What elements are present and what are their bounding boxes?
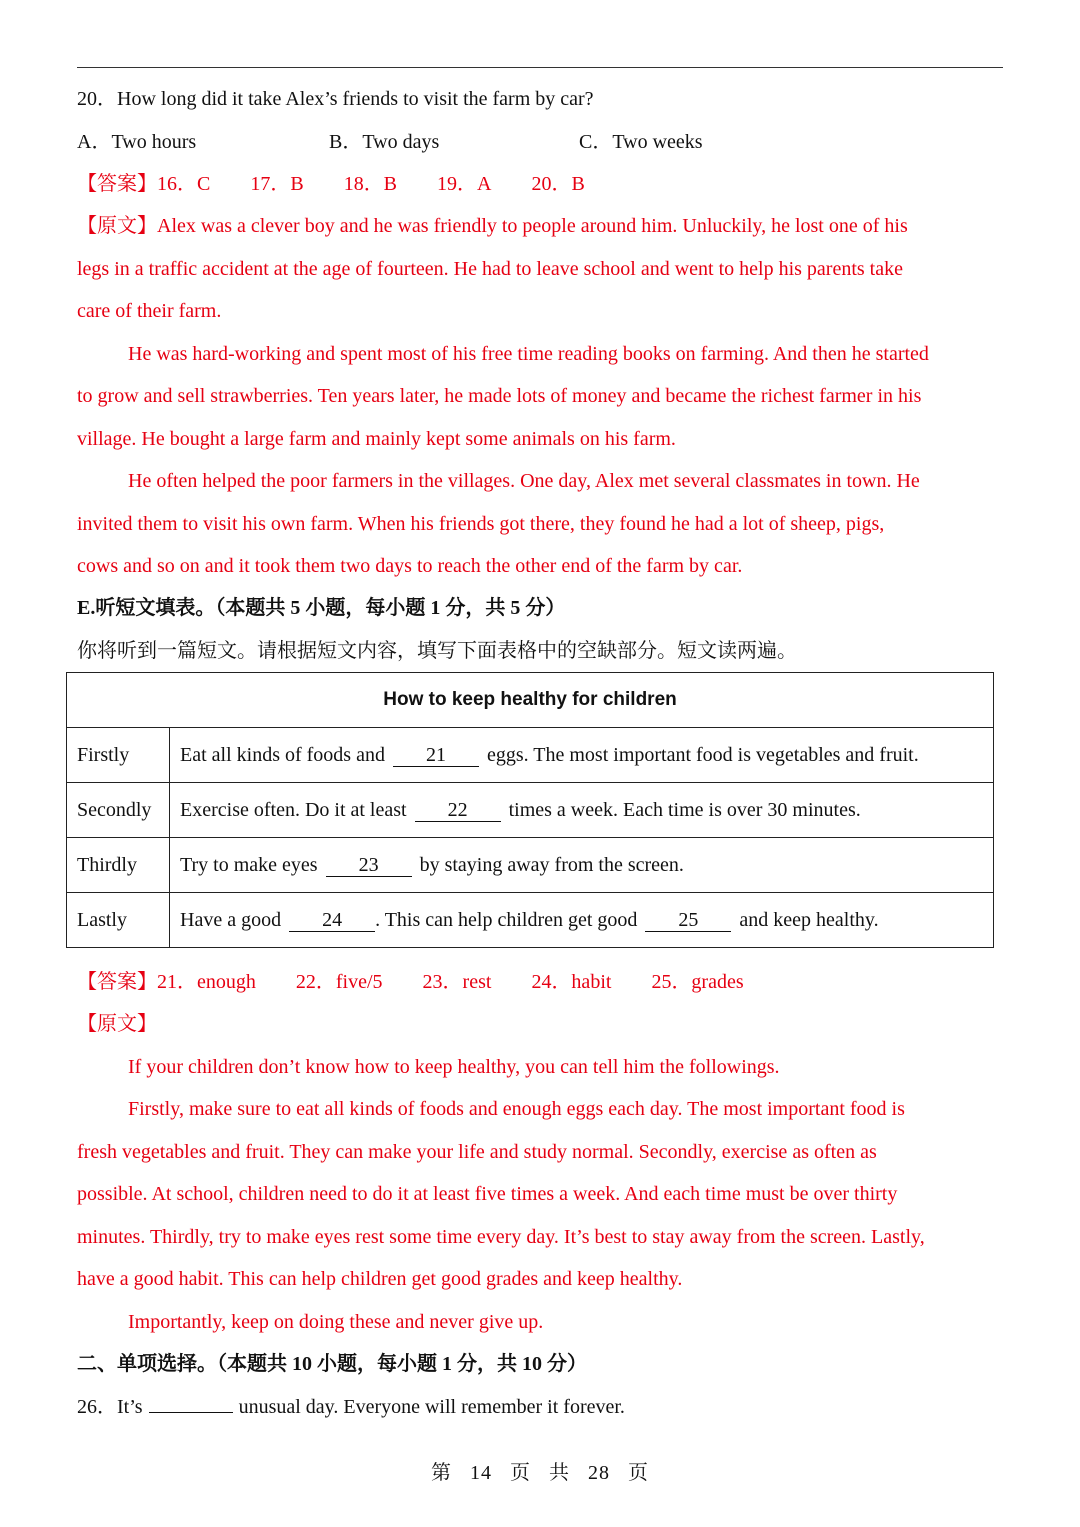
option-c: C．Two weeks <box>579 131 703 153</box>
table-row <box>67 893 994 948</box>
row-text: Have a good <box>180 908 282 931</box>
row-label: Lastly <box>67 893 170 948</box>
row-content <box>170 783 994 838</box>
transcript-line: fresh vegetables and fruit. They can make your life and study normal. Secondly, exercise as often as <box>77 1141 877 1163</box>
row-text: times a week. Each time is over 30 minutes. <box>508 798 861 821</box>
table-row <box>67 728 994 783</box>
answer-item: 18．B <box>343 173 398 195</box>
transcript-line: He often helped the poor farmers in the villages. One day, Alex met several classmates in town. He <box>128 470 920 492</box>
blank-22[interactable]: 22 <box>415 799 501 822</box>
footer-text: 页 <box>628 1462 649 1484</box>
row-content <box>170 728 994 783</box>
transcript-line: care of their farm. <box>77 300 222 322</box>
question-text: unusual day. Everyone will remember it forever. <box>238 1396 625 1418</box>
row-label: Secondly <box>67 783 170 838</box>
answer-tag: 【答案】 <box>77 173 157 195</box>
transcript-line: have a good habit. This can help children get good grades and keep healthy. <box>77 1268 683 1290</box>
page-total: 28 <box>588 1462 610 1484</box>
row-text: . This can help children get good <box>375 908 638 931</box>
page-number: 14 <box>470 1462 492 1484</box>
transcript-line <box>77 212 1017 240</box>
answer-item: 20．B <box>531 173 585 195</box>
transcript-line: invited them to visit his own farm. When his friends got there, they found he had a lot of sheep, pigs, <box>77 513 885 535</box>
row-text: Exercise often. Do it at least <box>180 798 407 821</box>
option-b: B．Two days <box>329 131 440 153</box>
table-title: How to keep healthy for children <box>67 673 994 728</box>
transcript-line: He was hard-working and spent most of his free time reading books on farming. And then he started <box>128 343 929 365</box>
option-a: A．Two hours <box>77 131 197 153</box>
blank-25[interactable]: 25 <box>645 909 731 932</box>
section-e-title: E.听短文填表。（本题共 5 小题，每小题 1 分，共 5 分） <box>77 597 566 619</box>
question-text: 26．It’s <box>77 1396 143 1418</box>
row-text: and keep healthy. <box>739 908 879 931</box>
fill-in-table <box>66 672 994 948</box>
page-footer <box>0 1459 1080 1487</box>
answer-item: 22．five/5 <box>295 971 383 993</box>
footer-text: 共 <box>549 1462 570 1484</box>
section-2-title: 二、单项选择。（本题共 10 小题，每小题 1 分，共 10 分） <box>77 1353 587 1375</box>
answer-item: 16．C <box>157 173 211 195</box>
transcript-line: village. He bought a large farm and mainly kept some animals on his farm. <box>77 428 676 450</box>
section-e-instruction: 你将听到一篇短文。请根据短文内容，填写下面表格中的空缺部分。短文读两遍。 <box>77 640 797 662</box>
blank-23[interactable]: 23 <box>326 854 412 877</box>
header-rule <box>77 67 1003 68</box>
answer-item: 24．habit <box>531 971 612 993</box>
table-row <box>67 783 994 838</box>
question-26 <box>77 1393 1017 1421</box>
transcript-line: cows and so on and it took them two days to reach the other end of the farm by car. <box>77 555 743 577</box>
row-text: Try to make eyes <box>180 853 318 876</box>
transcript-tag: 【原文】 <box>77 215 157 237</box>
answer-item: 23．rest <box>422 971 492 993</box>
transcript-line: minutes. Thirdly, try to make eyes rest some time every day. It’s best to stay away from the screen. Lastly, <box>77 1226 925 1248</box>
answer-key-16-20 <box>77 170 1017 198</box>
transcript-line: If your children don’t know how to keep healthy, you can tell him the followings. <box>128 1056 780 1078</box>
footer-text: 页 <box>510 1462 531 1484</box>
answer-item: 25．grades <box>651 971 744 993</box>
row-label: Firstly <box>67 728 170 783</box>
answer-item: 17．B <box>250 173 304 195</box>
row-text: Eat all kinds of foods and <box>180 743 385 766</box>
row-text: by staying away from the screen. <box>419 853 684 876</box>
blank-26[interactable] <box>149 1412 233 1413</box>
row-content <box>170 893 994 948</box>
transcript-line: Importantly, keep on doing these and never give up. <box>128 1311 544 1333</box>
answer-key-21-25 <box>77 968 1017 996</box>
row-text: eggs. The most important food is vegetables and fruit. <box>486 743 919 766</box>
blank-21[interactable]: 21 <box>393 744 479 767</box>
row-content <box>170 838 994 893</box>
transcript-text: Alex was a clever boy and he was friendly to people around him. Unluckily, he lost one of his <box>157 215 908 237</box>
transcript-line: Firstly, make sure to eat all kinds of foods and enough eggs each day. The most important food is <box>128 1098 905 1120</box>
answer-tag: 【答案】 <box>77 971 157 993</box>
answer-item: 19．A <box>437 173 492 195</box>
footer-text: 第 <box>431 1462 452 1484</box>
blank-24[interactable]: 24 <box>289 909 375 932</box>
answer-item: 21．enough <box>157 971 256 993</box>
transcript-line: to grow and sell strawberries. Ten years later, he made lots of money and became the richest farmer in his <box>77 385 922 407</box>
row-label: Thirdly <box>67 838 170 893</box>
table-row <box>67 838 994 893</box>
transcript-line: possible. At school, children need to do it at least five times a week. And each time must be over thirty <box>77 1183 898 1205</box>
question-20: 20．How long did it take Alex’s friends to visit the farm by car? <box>77 88 594 110</box>
transcript-tag: 【原文】 <box>77 1013 157 1035</box>
transcript-line: legs in a traffic accident at the age of fourteen. He had to leave school and went to help his parents take <box>77 258 903 280</box>
